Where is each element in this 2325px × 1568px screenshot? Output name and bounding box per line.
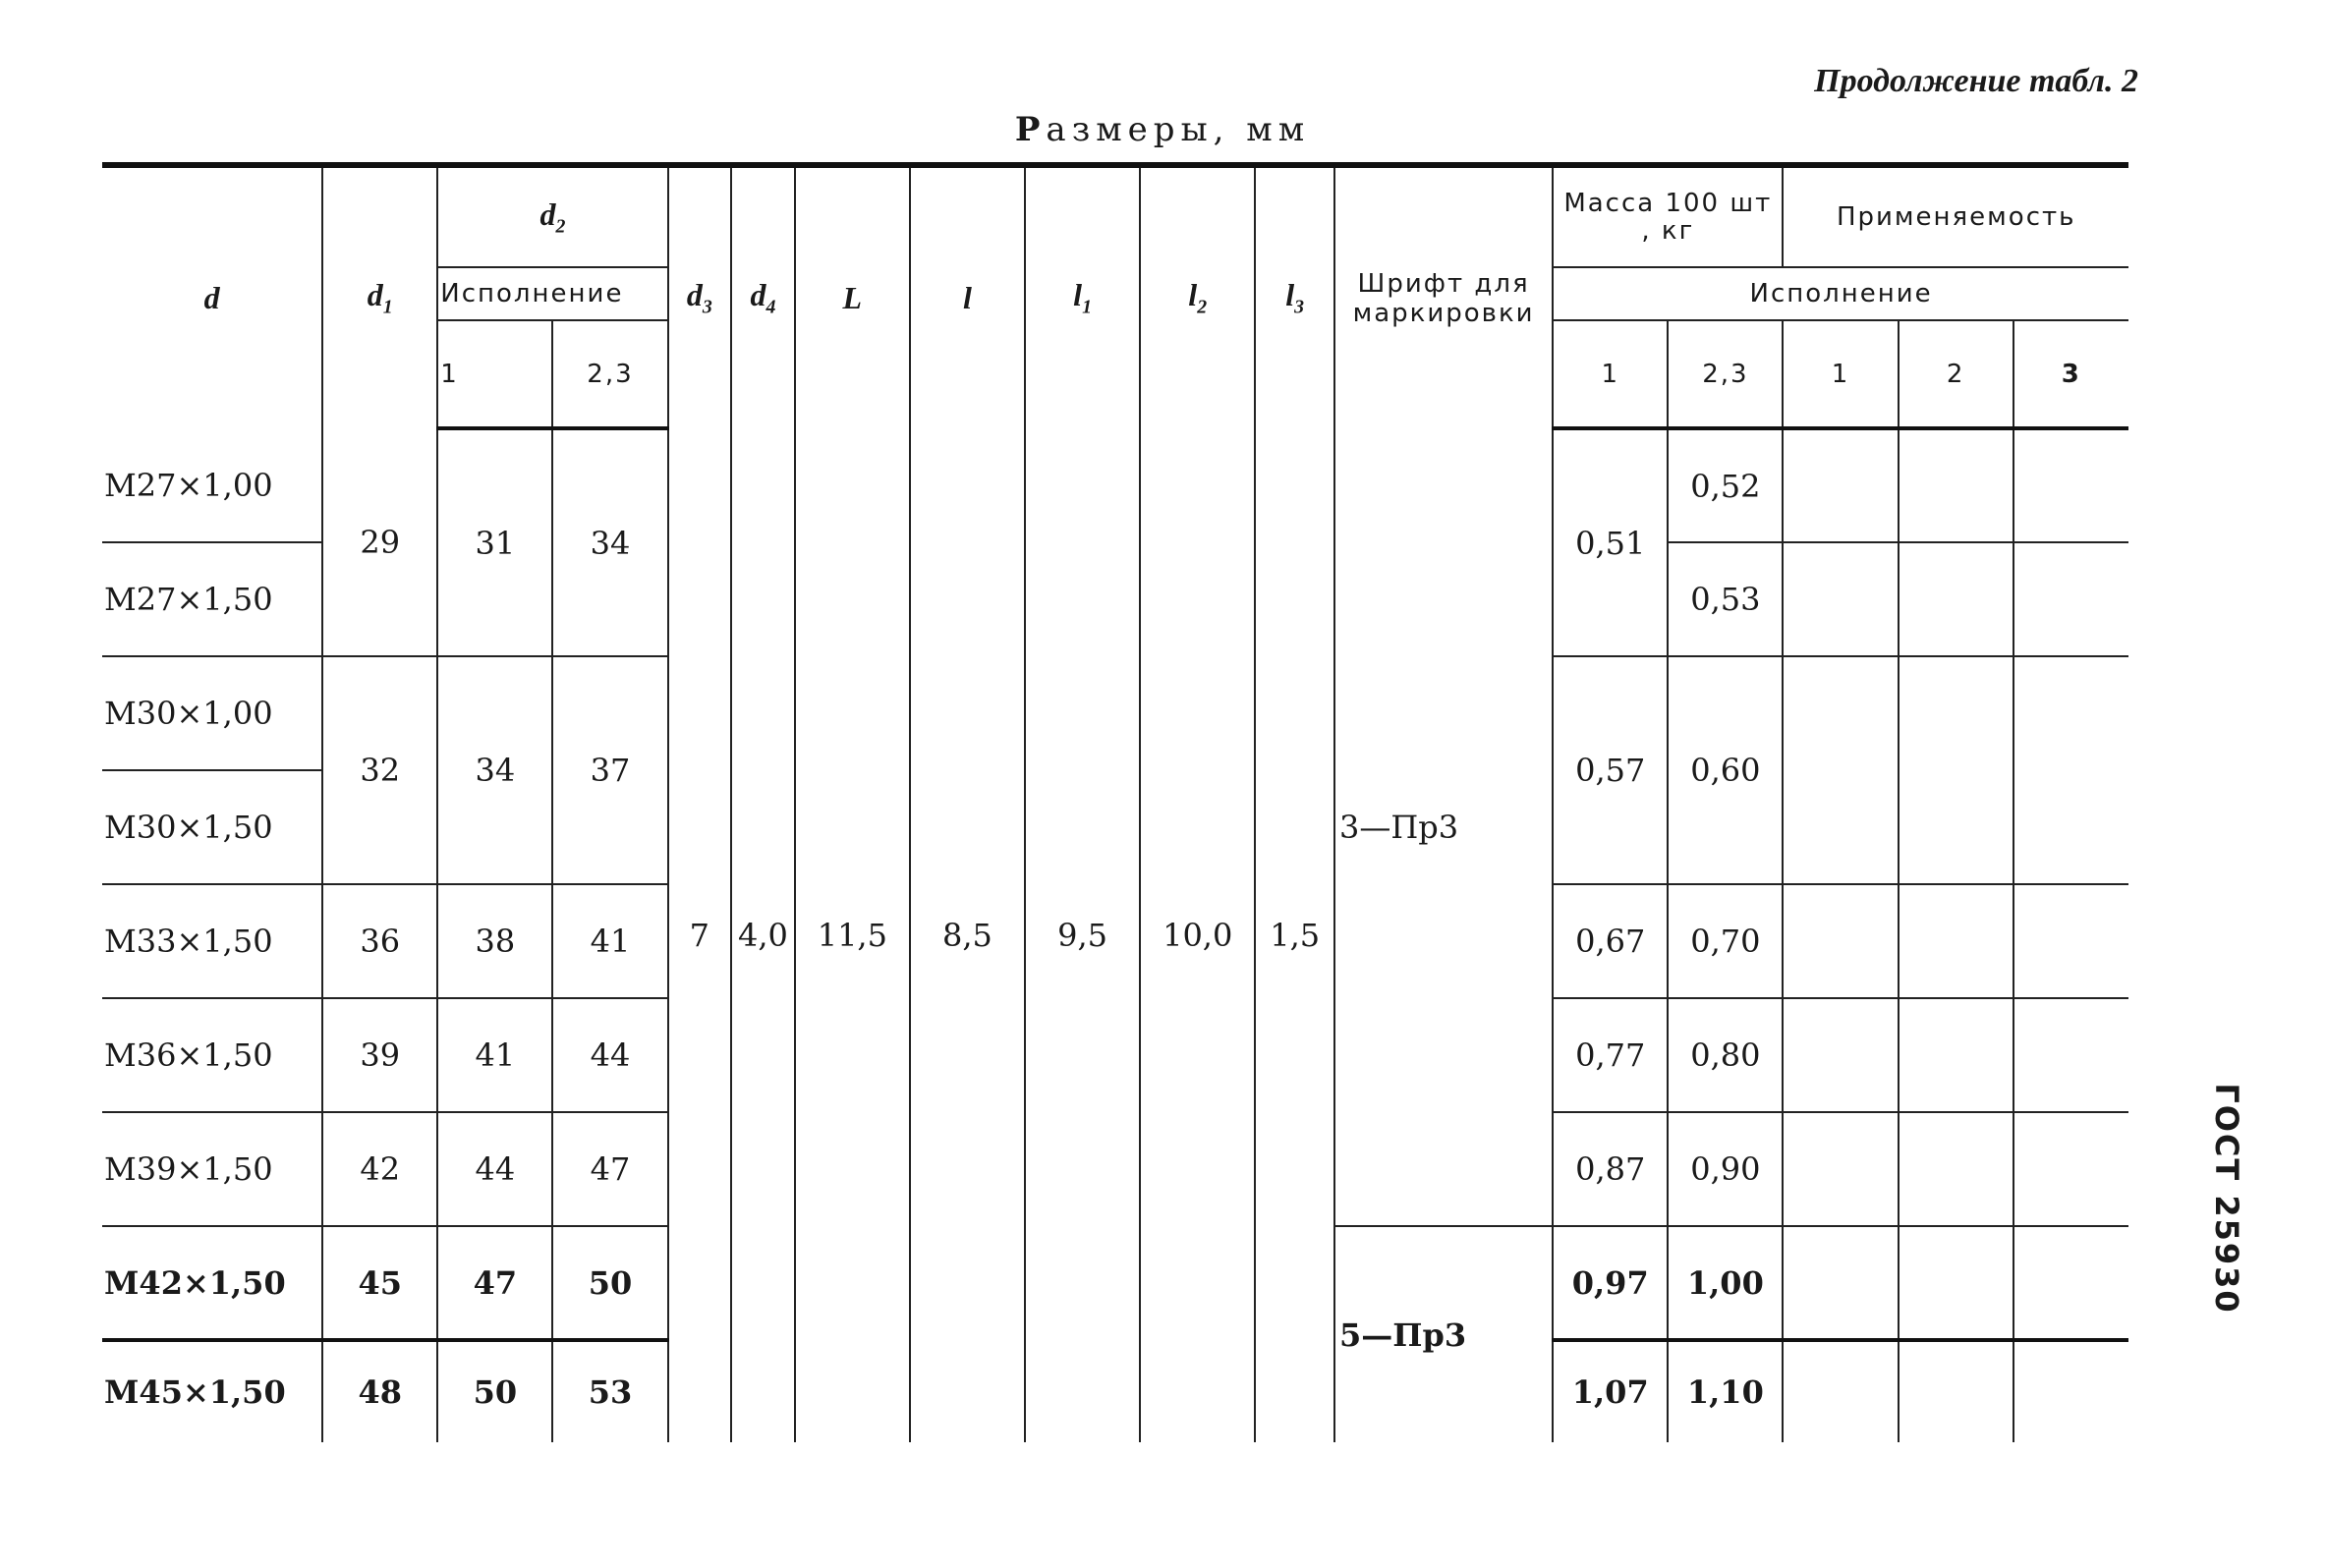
thread-designation: M27×1,50 xyxy=(102,542,322,656)
mass-exec23-value: 0,53 xyxy=(1668,542,1783,656)
col-applicability: Применяемость xyxy=(1783,165,2128,267)
col-L: L xyxy=(795,165,910,428)
mass-exec-1: 1 xyxy=(1553,320,1668,428)
table-caption xyxy=(0,110,2325,149)
marking-font-value: 3—Пр3 xyxy=(1334,428,1553,1226)
d1-value: 45 xyxy=(322,1226,437,1340)
col-l1: $l_1$ xyxy=(1025,165,1140,428)
col-l3: $l_3$ xyxy=(1255,165,1334,428)
applic-2 xyxy=(1899,542,2013,656)
applic-2 xyxy=(1899,1340,2013,1442)
d2-exec1-value: 44 xyxy=(437,1112,552,1226)
d2-exec1-value: 31 xyxy=(437,428,552,656)
applic-1 xyxy=(1783,1226,1898,1340)
mass-exec1-value: 0,51 xyxy=(1553,428,1668,656)
l1-value: 9,5 xyxy=(1025,428,1140,1442)
d2-execution-label: Исполнение xyxy=(437,267,667,320)
applic-exec-3: 3 xyxy=(2013,320,2128,428)
thread-designation: M39×1,50 xyxy=(102,1112,322,1226)
mass-exec-23: 2,3 xyxy=(1668,320,1783,428)
d2-exec23-value: 37 xyxy=(552,656,667,884)
mass-exec23-value: 1,00 xyxy=(1668,1226,1783,1340)
mass-exec1-value: 0,97 xyxy=(1553,1226,1668,1340)
applic-3 xyxy=(2013,656,2128,884)
col-d3: $d_3$ xyxy=(668,165,732,428)
mass-exec1-value: 0,87 xyxy=(1553,1112,1668,1226)
applic-3 xyxy=(2013,1112,2128,1226)
d1-value: 36 xyxy=(322,884,437,998)
col-mass: Масса 100 шт , кг xyxy=(1553,165,1783,267)
l2-value: 10,0 xyxy=(1140,428,1255,1442)
d2-exec23-value: 47 xyxy=(552,1112,667,1226)
applic-1 xyxy=(1783,428,1898,542)
col-d2: $d_2$ xyxy=(437,165,667,267)
d2-exec-23: 2,3 xyxy=(552,320,667,428)
d2-exec1-value: 50 xyxy=(437,1340,552,1442)
caption-rest: азмеры, мм xyxy=(1046,110,1311,149)
mass-exec23-value: 0,52 xyxy=(1668,428,1783,542)
thread-designation: M30×1,50 xyxy=(102,770,322,884)
d1-value: 32 xyxy=(322,656,437,884)
thread-designation: M42×1,50 xyxy=(102,1226,322,1340)
mass-exec1-value: 0,57 xyxy=(1553,656,1668,884)
applic-2 xyxy=(1899,998,2013,1112)
d2-exec1-value: 41 xyxy=(437,998,552,1112)
l3-value: 1,5 xyxy=(1255,428,1334,1442)
applic-1 xyxy=(1783,656,1898,884)
d4-value: 4,0 xyxy=(731,428,795,1442)
applic-3 xyxy=(2013,1340,2128,1442)
d2-exec1-value: 34 xyxy=(437,656,552,884)
applic-1 xyxy=(1783,542,1898,656)
mass-exec1-value: 0,67 xyxy=(1553,884,1668,998)
applic-exec-2: 2 xyxy=(1899,320,2013,428)
marking-font-value: 5—Пр3 xyxy=(1334,1226,1553,1442)
d2-exec23-value: 44 xyxy=(552,998,667,1112)
applic-3 xyxy=(2013,428,2128,542)
applic-exec-1: 1 xyxy=(1783,320,1898,428)
l-value: 8,5 xyxy=(910,428,1025,1442)
d1-value: 39 xyxy=(322,998,437,1112)
d2-exec1-value: 47 xyxy=(437,1226,552,1340)
side-label-text: ГОСТ 25930 xyxy=(2208,1083,2245,1315)
applic-2 xyxy=(1899,884,2013,998)
dimensions-table xyxy=(102,162,2128,1442)
applic-1 xyxy=(1783,1112,1898,1226)
applic-3 xyxy=(2013,1226,2128,1340)
applic-2 xyxy=(1899,428,2013,542)
mass-exec23-value: 0,70 xyxy=(1668,884,1783,998)
applic-3 xyxy=(2013,998,2128,1112)
col-l: l xyxy=(910,165,1025,428)
col-font: Шрифт для маркировки xyxy=(1334,165,1553,428)
mass-exec1-value: 1,07 xyxy=(1553,1340,1668,1442)
d1-value: 48 xyxy=(322,1340,437,1442)
col-l2: $l_2$ xyxy=(1140,165,1255,428)
d2-exec-1: 1 xyxy=(437,320,552,428)
standard-side-label xyxy=(2207,1083,2246,1315)
d2-exec23-value: 50 xyxy=(552,1226,667,1340)
mass-exec23-value: 1,10 xyxy=(1668,1340,1783,1442)
d2-exec23-value: 53 xyxy=(552,1340,667,1442)
d2-exec23-value: 34 xyxy=(552,428,667,656)
mass-exec1-value: 0,77 xyxy=(1553,998,1668,1112)
continuation-note: Продолжение табл. 2 xyxy=(1814,63,2138,99)
mass-exec23-value: 0,80 xyxy=(1668,998,1783,1112)
thread-designation: M27×1,00 xyxy=(102,428,322,542)
execution-label: Исполнение xyxy=(1553,267,2128,320)
applic-2 xyxy=(1899,656,2013,884)
caption-first-letter: Р xyxy=(1014,110,1047,149)
d1-value: 42 xyxy=(322,1112,437,1226)
d2-exec1-value: 38 xyxy=(437,884,552,998)
mass-exec23-value: 0,90 xyxy=(1668,1112,1783,1226)
applic-1 xyxy=(1783,1340,1898,1442)
applic-1 xyxy=(1783,884,1898,998)
d2-exec23-value: 41 xyxy=(552,884,667,998)
thread-designation: M36×1,50 xyxy=(102,998,322,1112)
mass-exec23-value: 0,60 xyxy=(1668,656,1783,884)
applic-2 xyxy=(1899,1112,2013,1226)
col-d1: $d_1$ xyxy=(322,165,437,428)
L-value: 11,5 xyxy=(795,428,910,1442)
thread-designation: M45×1,50 xyxy=(102,1340,322,1442)
col-d: d xyxy=(102,165,322,428)
d3-value: 7 xyxy=(668,428,732,1442)
applic-3 xyxy=(2013,542,2128,656)
thread-designation: M33×1,50 xyxy=(102,884,322,998)
col-d4: $d_4$ xyxy=(731,165,795,428)
thread-designation: M30×1,00 xyxy=(102,656,322,770)
applic-2 xyxy=(1899,1226,2013,1340)
applic-3 xyxy=(2013,884,2128,998)
applic-1 xyxy=(1783,998,1898,1112)
d1-value: 29 xyxy=(322,428,437,656)
